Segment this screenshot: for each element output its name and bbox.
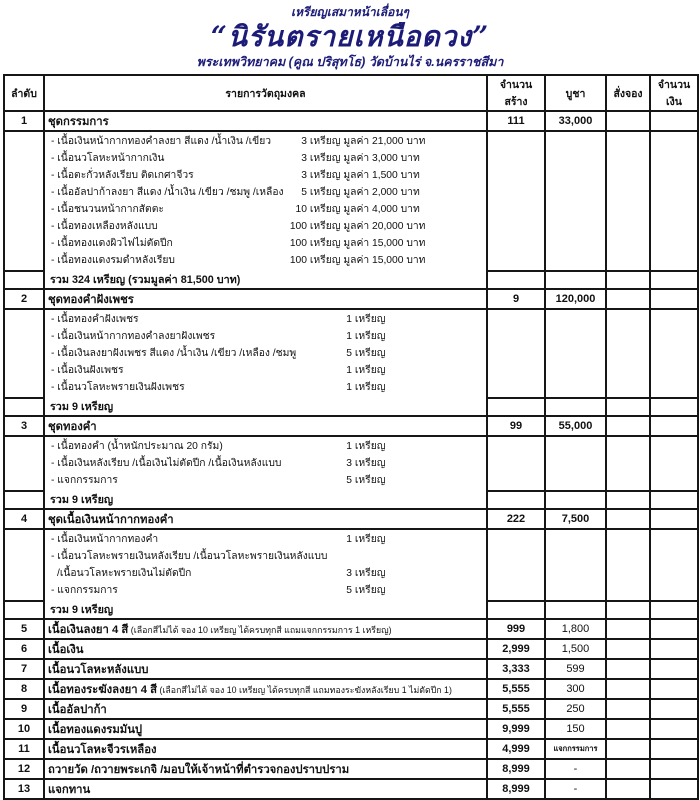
page-title: “นิรันตรายเหนือดวง” (210, 20, 490, 53)
sub-item-text: - แจกกรรมการ (51, 475, 118, 486)
amount-cell (650, 491, 698, 509)
table-row (4, 639, 698, 659)
made-count-cell: 111 (487, 111, 545, 131)
group-total-cell: รวม 9 เหรียญ (44, 491, 487, 509)
sub-item-line (49, 548, 484, 565)
order-cell (606, 111, 650, 131)
sub-item-line (49, 345, 484, 362)
table-row (4, 739, 698, 759)
order-cell (606, 779, 650, 799)
sub-item-text: - เนื้อเงินหน้ากากทองคำ (51, 534, 159, 545)
amount-cell (650, 759, 698, 779)
amount-cell (650, 271, 698, 289)
row-index-cell: 13 (4, 779, 44, 799)
price-cell (545, 271, 606, 289)
sub-item-text: - เนื้อเงินหน้ากากทองคำลงยา สีแดง /น้ำเงิน /เขียว (51, 136, 272, 147)
sub-item-quantity: 1 เหรียญ (49, 438, 386, 455)
order-cell (606, 639, 650, 659)
price-cell: 1,800 (545, 619, 606, 639)
table-row (4, 659, 698, 679)
amount-cell (650, 601, 698, 619)
made-count-cell (487, 398, 545, 416)
row-index-cell (4, 309, 44, 398)
quantity-number: 1 (346, 314, 352, 325)
order-cell (606, 659, 650, 679)
price-cell: 599 (545, 659, 606, 679)
sub-item-line (49, 531, 484, 548)
made-count-cell: 222 (487, 509, 545, 529)
sub-item-text: - เนื้อนวโลหะพรายเงินฝังเพชร (51, 382, 185, 393)
quantity-number: 5 (346, 348, 352, 359)
amount-cell (650, 289, 698, 309)
coin-model-subtitle: เหรียญเสมาหน้าเลื่อนๆ (291, 5, 409, 19)
amount-cell (650, 659, 698, 679)
group-total-row (4, 491, 698, 509)
quantity-number: 5 (301, 187, 307, 198)
sub-item-quantity: 3 เหรียญ (49, 565, 386, 582)
made-count-cell (487, 436, 545, 491)
made-count-cell: 999 (487, 619, 545, 639)
row-index-cell: 11 (4, 739, 44, 759)
item-name: เนื้อทองระฆังลงยา 4 สี (48, 684, 158, 696)
item-name-cell (44, 739, 487, 759)
amount-cell (650, 529, 698, 601)
item-name-cell (44, 779, 487, 799)
price-cell: 150 (545, 719, 606, 739)
price-cell (545, 601, 606, 619)
quantity-number: 1 (346, 534, 352, 545)
row-index-cell (4, 529, 44, 601)
sub-item-line (49, 167, 484, 184)
amount-cell (650, 436, 698, 491)
group-total-row (4, 271, 698, 289)
amount-cell (650, 699, 698, 719)
document-header (0, 0, 700, 74)
order-cell (606, 529, 650, 601)
sub-item-quantity: 3 เหรียญ มูลค่า 1,500 บาท (49, 167, 420, 184)
group-title: ชุดกรรมการ (48, 116, 109, 128)
order-cell (606, 131, 650, 271)
amount-cell (650, 619, 698, 639)
price-cell: 55,000 (545, 416, 606, 436)
sub-item-text: /เนื้อนวโลหะพรายเงินไม่ตัดปีก (57, 568, 192, 579)
item-name-cell (44, 719, 487, 739)
table-row (4, 759, 698, 779)
table-row (4, 699, 698, 719)
item-name-cell (44, 659, 487, 679)
group-title-row (4, 111, 698, 131)
sub-item-line (49, 328, 484, 345)
row-index-cell: 6 (4, 639, 44, 659)
price-cell (545, 491, 606, 509)
quantity-number: 100 (289, 238, 307, 249)
item-name: เนื้อเงินลงยา 4 สี (48, 624, 129, 636)
group-items-row (4, 309, 698, 398)
table-row (4, 619, 698, 639)
price-cell: 33,000 (545, 111, 606, 131)
sub-item-quantity: 100 เหรียญ มูลค่า 15,000 บาท (49, 235, 425, 252)
made-count-cell: 9,999 (487, 719, 545, 739)
price-cell: 7,500 (545, 509, 606, 529)
amount-cell (650, 309, 698, 398)
group-title-row (4, 509, 698, 529)
price-cell: 250 (545, 699, 606, 719)
table-row (4, 679, 698, 699)
item-name: เนื้อทองแดงรมมันปู (48, 724, 143, 736)
col-header-amount: จำนวนเงิน (650, 75, 698, 111)
group-items-row (4, 131, 698, 271)
sub-item-text: - เนื้อนวโลหะพรายเงินหลังเรียบ /เนื้อนวโลหะพรายเงินหลังแบบ (51, 551, 328, 562)
monk-temple-subtitle: พระเทพวิทยาคม (คูณ ปริสุทโธ) วัดบ้านไร่ จ.นครราชสีมา (196, 55, 504, 69)
group-total-row (4, 601, 698, 619)
item-name: แจกทาน (48, 784, 91, 796)
sub-item-quantity: 1 เหรียญ (49, 531, 386, 548)
made-count-cell (487, 309, 545, 398)
amount-cell (650, 719, 698, 739)
quantity-number: 1 (346, 441, 352, 452)
sub-item-text: - เนื้อตะกั่วหลังเรียบ ติดเกศาจีวร (51, 170, 194, 181)
order-cell (606, 491, 650, 509)
group-title: ชุดเนื้อเงินหน้ากากทองคำ (48, 514, 174, 526)
sub-item-line (49, 218, 484, 235)
made-count-cell: 5,555 (487, 679, 545, 699)
group-title: ชุดทองคำฝังเพชร (48, 294, 134, 306)
amount-cell (650, 679, 698, 699)
sub-item-quantity: 3 เหรียญ (49, 455, 386, 472)
sub-item-line (49, 472, 484, 489)
order-cell (606, 679, 650, 699)
quantity-number: 1 (346, 365, 352, 376)
quantity-number: 1 (346, 331, 352, 342)
sub-item-quantity: 5 เหรียญ มูลค่า 2,000 บาท (49, 184, 420, 201)
sub-item-line (49, 150, 484, 167)
sub-item-line (49, 438, 484, 455)
sub-item-text: - เนื้อเงินฝังเพชร (51, 365, 124, 376)
made-count-cell: 5,555 (487, 699, 545, 719)
group-items-row (4, 529, 698, 601)
group-title: ชุดทองคำ (48, 421, 97, 433)
sub-item-line (49, 235, 484, 252)
price-cell: 300 (545, 679, 606, 699)
order-cell (606, 416, 650, 436)
row-index-cell: 4 (4, 509, 44, 529)
sub-item-quantity: 5 เหรียญ (49, 472, 386, 489)
quantity-number: 1 (346, 382, 352, 393)
amount-cell (650, 509, 698, 529)
row-index-cell (4, 271, 44, 289)
sub-item-quantity: 5 เหรียญ (49, 582, 386, 599)
quantity-number: 10 (295, 204, 307, 215)
sub-item-line (49, 565, 484, 582)
sub-item-line (49, 455, 484, 472)
made-count-cell (487, 529, 545, 601)
sub-item-line (49, 311, 484, 328)
sub-item-quantity: 3 เหรียญ มูลค่า 3,000 บาท (49, 150, 420, 167)
item-name: เนื้ออัลปาก้า (48, 704, 107, 716)
made-count-cell: 99 (487, 416, 545, 436)
sub-item-line (49, 201, 484, 218)
sub-item-line (49, 582, 484, 599)
sub-item-text: - เนื้อเงินหลังเรียบ /เนื้อเงินไม่ตัดปีก /เนื้อเงินหลังแบบ (51, 458, 282, 469)
sub-item-quantity: 3 เหรียญ มูลค่า 21,000 บาท (49, 133, 425, 150)
quantity-number: 100 (289, 221, 307, 232)
made-count-cell (487, 271, 545, 289)
item-note: (เลือกสีไม่ได้ จอง 10 เหรียญ ได้ครบทุกสี แถมทองระฆังหลังเรียบ 1 ไม่ตัดปีก 1) (157, 685, 452, 695)
order-cell (606, 759, 650, 779)
order-cell (606, 619, 650, 639)
quantity-number: 3 (301, 136, 307, 147)
sub-item-text: - เนื้อเงินลงยาฝังเพชร สีแดง /น้ำเงิน /เขียว /เหลือง /ชมพู (51, 348, 297, 359)
item-name: เนื้อเงิน (48, 644, 84, 656)
price-cell: - (545, 779, 606, 799)
row-index-cell (4, 436, 44, 491)
sub-item-quantity: 1 เหรียญ (49, 362, 386, 379)
amount-cell (650, 131, 698, 271)
order-cell (606, 271, 650, 289)
order-cell (606, 309, 650, 398)
item-name-cell (44, 699, 487, 719)
sub-item-line (49, 133, 484, 150)
order-cell (606, 719, 650, 739)
made-count-cell (487, 131, 545, 271)
price-cell: 1,500 (545, 639, 606, 659)
group-total-cell: รวม 9 เหรียญ (44, 601, 487, 619)
sub-item-text: - เนื้อทองคำฝังเพชร (51, 314, 139, 325)
row-index-cell: 2 (4, 289, 44, 309)
group-total-row (4, 398, 698, 416)
made-count-cell: 9 (487, 289, 545, 309)
sub-item-line (49, 362, 484, 379)
col-header-index: ลำดับ (4, 75, 44, 111)
order-cell (606, 289, 650, 309)
item-name-cell (44, 639, 487, 659)
sub-item-text: - เนื้อชนวนหน้ากากสัตตะ (51, 204, 164, 215)
col-header-item: รายการวัตถุมงคล (44, 75, 487, 111)
row-index-cell: 1 (4, 111, 44, 131)
item-name: ถวายวัด /ถวายพระเกจิ /มอบให้เจ้าหน้าที่ตำรวจกองปราบปราม (48, 764, 350, 776)
made-count-cell: 8,999 (487, 779, 545, 799)
group-title-cell (44, 509, 487, 529)
quantity-number: 5 (346, 475, 352, 486)
amount-cell (650, 398, 698, 416)
made-count-cell: 3,333 (487, 659, 545, 679)
sub-item-quantity: 1 เหรียญ (49, 379, 386, 396)
order-cell (606, 398, 650, 416)
sub-item-text: - เนื้ออัลปาก้าลงยา สีแดง /น้ำเงิน /เขียว /ชมพู /เหลือง (51, 187, 284, 198)
price-cell (545, 436, 606, 491)
amount-cell (650, 739, 698, 759)
sub-item-line (49, 252, 484, 269)
row-index-cell: 5 (4, 619, 44, 639)
row-index-cell: 12 (4, 759, 44, 779)
price-cell (545, 309, 606, 398)
group-items-cell (44, 309, 487, 398)
sub-item-text: - เนื้อทองแดงผิวไฟไม่ตัดปีก (51, 238, 173, 249)
order-cell (606, 509, 650, 529)
row-index-cell: 9 (4, 699, 44, 719)
group-title-cell (44, 416, 487, 436)
amount-cell (650, 779, 698, 799)
group-title-row (4, 289, 698, 309)
group-items-cell (44, 529, 487, 601)
quantity-number: 3 (346, 458, 352, 469)
made-count-cell: 8,999 (487, 759, 545, 779)
quantity-number: 3 (346, 568, 352, 579)
item-name-cell (44, 679, 487, 699)
item-note: (เลือกสีไม่ได้ จอง 10 เหรียญ ได้ครบทุกสี แถมแจกกรรมการ 1 เหรียญ) (128, 625, 392, 635)
order-cell (606, 699, 650, 719)
group-total-cell: รวม 9 เหรียญ (44, 398, 487, 416)
sub-item-line (49, 184, 484, 201)
quantity-number: 5 (346, 585, 352, 596)
amount-cell (650, 416, 698, 436)
quantity-number: 100 (289, 255, 307, 266)
sub-item-quantity: 10 เหรียญ มูลค่า 4,000 บาท (49, 201, 420, 218)
quantity-number: 3 (301, 170, 307, 181)
group-title-cell (44, 289, 487, 309)
sub-item-quantity: 1 เหรียญ (49, 311, 386, 328)
price-cell (545, 398, 606, 416)
sub-item-text: - เนื้อทองเหลืองหลังแบบ (51, 221, 158, 232)
sub-item-text: - แจกกรรมการ (51, 585, 118, 596)
price-cell: แจกกรรมการ (545, 739, 606, 759)
sub-item-quantity: 5 เหรียญ (49, 345, 386, 362)
col-header-order: สั่งจอง (606, 75, 650, 111)
order-cell (606, 601, 650, 619)
sub-item-quantity: 100 เหรียญ มูลค่า 20,000 บาท (49, 218, 425, 235)
amulet-price-table (3, 74, 699, 800)
made-count-cell (487, 491, 545, 509)
price-cell: 120,000 (545, 289, 606, 309)
made-count-cell (487, 601, 545, 619)
row-index-cell (4, 398, 44, 416)
group-items-cell (44, 131, 487, 271)
price-cell (545, 529, 606, 601)
sub-item-text: - เนื้อทองแดงรมดำหลังเรียบ (51, 255, 175, 266)
row-index-cell (4, 131, 44, 271)
table-row (4, 779, 698, 799)
row-index-cell: 10 (4, 719, 44, 739)
row-index-cell: 3 (4, 416, 44, 436)
table-row (4, 719, 698, 739)
amount-cell (650, 639, 698, 659)
sub-item-text: - เนื้อเงินหน้ากากทองคำลงยาฝังเพชร (51, 331, 216, 342)
row-index-cell: 7 (4, 659, 44, 679)
row-index-cell (4, 601, 44, 619)
group-title-row (4, 416, 698, 436)
group-total-cell: รวม 324 เหรียญ (รวมมูลค่า 81,500 บาท) (44, 271, 487, 289)
group-title-cell (44, 111, 487, 131)
quantity-number: 3 (301, 153, 307, 164)
sub-item-text: - เนื้อทองคำ (น้ำหนักประมาณ 20 กรัม) (51, 441, 223, 452)
amount-cell (650, 111, 698, 131)
made-count-cell: 2,999 (487, 639, 545, 659)
order-cell (606, 739, 650, 759)
row-index-cell (4, 491, 44, 509)
sub-item-text: - เนื้อนวโลหะหน้ากากเงิน (51, 153, 165, 164)
table-header-row (4, 75, 698, 111)
group-items-cell (44, 436, 487, 491)
price-cell (545, 131, 606, 271)
col-header-made: จำนวนสร้าง (487, 75, 545, 111)
order-cell (606, 436, 650, 491)
price-cell: - (545, 759, 606, 779)
item-name-cell (44, 759, 487, 779)
sub-item-quantity: 100 เหรียญ มูลค่า 15,000 บาท (49, 252, 425, 269)
item-name: เนื้อนวโลหะจีวรเหลือง (48, 744, 157, 756)
item-name: เนื้อนวโลหะหลังแบบ (48, 664, 149, 676)
made-count-cell: 4,999 (487, 739, 545, 759)
row-index-cell: 8 (4, 679, 44, 699)
group-items-row (4, 436, 698, 491)
col-header-price: บูชา (545, 75, 606, 111)
item-name-cell (44, 619, 487, 639)
sub-item-line (49, 379, 484, 396)
sub-item-quantity: 1 เหรียญ (49, 328, 386, 345)
